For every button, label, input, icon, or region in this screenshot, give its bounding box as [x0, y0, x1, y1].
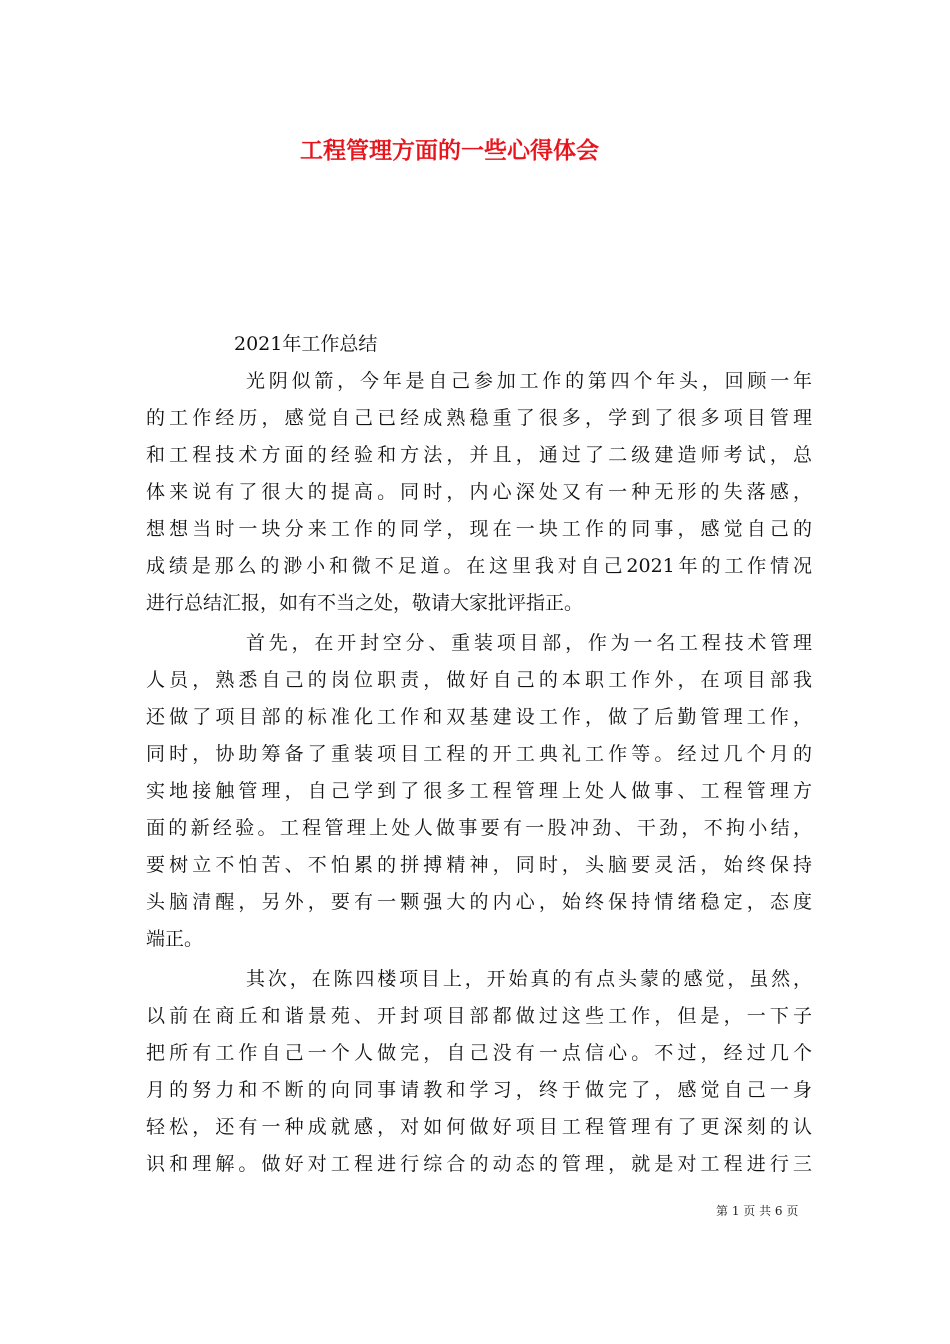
- paragraph-1: [146, 363, 812, 622]
- paragraph-line: 进行总结汇报，如有不当之处，敬请大家批评指正。: [146, 592, 584, 614]
- page-number-footer: 第 1 页 共 6 页: [716, 1204, 799, 1218]
- paragraph-line: 以前在商丘和谐景苑、开封项目部都做过这些工作，但是，一下子: [146, 1005, 812, 1027]
- paragraph-line: 月的努力和不断的向同事请教和学习，终于做完了，感觉自己一身: [146, 1079, 812, 1101]
- paragraph-line: 实地接触管理，自己学到了很多工程管理上处人做事、工程管理方: [146, 780, 812, 802]
- paragraph-2: [146, 625, 812, 958]
- paragraph-line: 和工程技术方面的经验和方法，并且，通过了二级建造师考试，总: [146, 444, 812, 466]
- paragraph-line: 的工作经历，感觉自己已经成熟稳重了很多，学到了很多项目管理: [146, 407, 812, 429]
- document-subtitle: 2021年工作总结: [234, 333, 378, 355]
- paragraph-line: 其次，在陈四楼项目上，开始真的有点头蒙的感觉，虽然，: [246, 968, 812, 990]
- paragraph-line: 把所有工作自己一个人做完，自己没有一点信心。不过，经过几个: [146, 1042, 812, 1064]
- paragraph-line: 体来说有了很大的提高。同时，内心深处又有一种无形的失落感，: [146, 481, 812, 503]
- paragraph-3: [146, 961, 812, 1183]
- paragraph-line: 还做了项目部的标准化工作和双基建设工作，做了后勤管理工作，: [146, 706, 812, 728]
- paragraph-line: 面的新经验。工程管理上处人做事要有一股冲劲、干劲，不拘小结，: [146, 817, 812, 839]
- paragraph-line: 头脑清醒，另外，要有一颗强大的内心，始终保持情绪稳定，态度: [146, 891, 812, 913]
- paragraph-line: 成绩是那么的渺小和微不足道。在这里我对自己2021年的工作情况: [146, 555, 812, 577]
- document-body: [146, 326, 812, 1183]
- paragraph-line: 想想当时一块分来工作的同学，现在一块工作的同事，感觉自己的: [146, 518, 812, 540]
- paragraph-line: 同时，协助筹备了重装项目工程的开工典礼工作等。经过几个月的: [146, 743, 812, 765]
- paragraph-line: 光阴似箭，今年是自己参加工作的第四个年头，回顾一年: [246, 370, 812, 392]
- document-title: 工程管理方面的一些心得体会: [300, 137, 599, 164]
- paragraph-line: 首先，在开封空分、重装项目部，作为一名工程技术管理: [246, 632, 812, 654]
- paragraph-line: 端正。: [146, 928, 204, 950]
- paragraph-line: 识和理解。做好对工程进行综合的动态的管理，就是对工程进行三: [146, 1153, 812, 1175]
- paragraph-line: 轻松，还有一种成就感，对如何做好项目工程管理有了更深刻的认: [146, 1116, 812, 1138]
- paragraph-line: 人员，熟悉自己的岗位职责，做好自己的本职工作外，在项目部我: [146, 669, 812, 691]
- paragraph-line: 要树立不怕苦、不怕累的拼搏精神，同时，头脑要灵活，始终保持: [146, 854, 812, 876]
